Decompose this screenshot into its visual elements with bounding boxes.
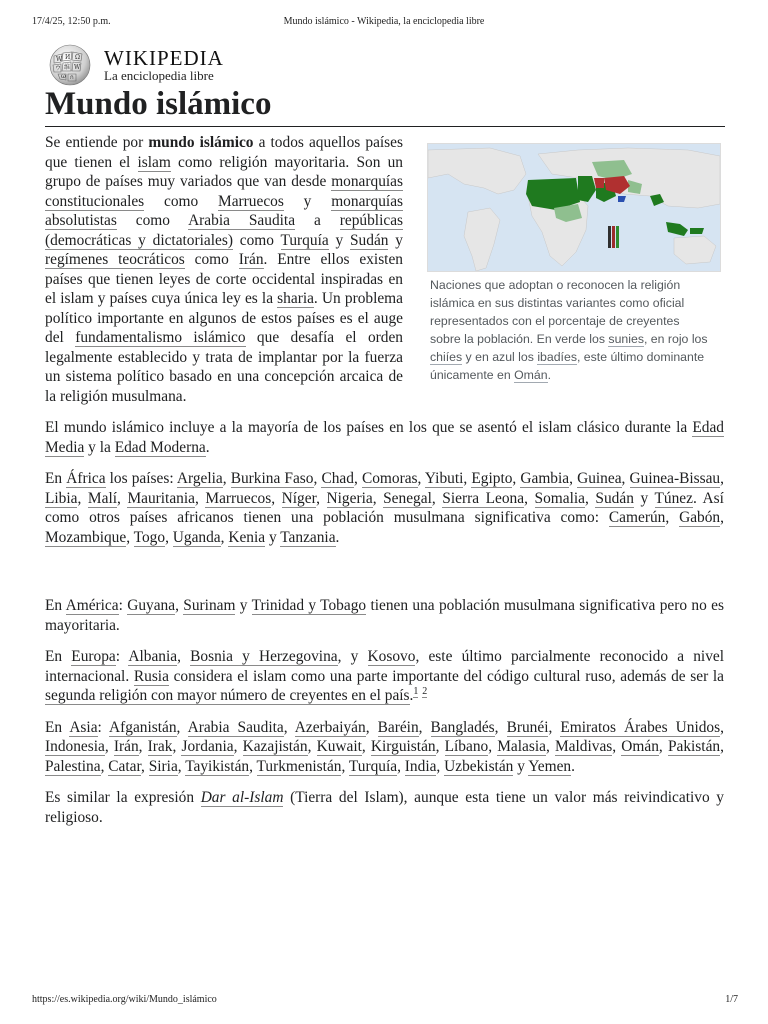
print-page-number: 1/7 — [725, 994, 738, 1005]
svg-text:И: И — [65, 54, 71, 61]
text-run: . — [335, 528, 340, 546]
text-run: , — [365, 718, 378, 736]
text-run: , — [720, 738, 724, 755]
text-run: , — [463, 470, 472, 487]
text-run: , este último dominante únicamente en — [430, 350, 705, 382]
wiki-link[interactable]: Edad Media — [45, 419, 724, 456]
print-doc-title: Mundo islámico - Wikipedia, la enciclopedia libre — [283, 16, 485, 27]
wiki-link[interactable]: Indonesia — [45, 738, 105, 755]
text-run: En — [45, 470, 67, 487]
text-run: , — [361, 738, 371, 755]
text-run: como — [144, 192, 219, 210]
wiki-link[interactable]: África — [66, 470, 106, 487]
wiki-link[interactable]: Chad — [321, 470, 354, 487]
text-run: y en azul los — [462, 350, 538, 364]
wiki-link[interactable]: Europa — [71, 648, 116, 665]
text-run: a todos aquellos países que tienen el — [45, 134, 403, 171]
wiki-link[interactable]: Líbano — [444, 738, 489, 755]
text-run: , — [584, 489, 596, 507]
wiki-link[interactable]: Níger — [281, 489, 317, 507]
wiki-link[interactable]: Turquía — [280, 231, 329, 249]
text-run: En — [45, 718, 70, 736]
wiki-link[interactable]: Mauritania — [127, 489, 195, 507]
text-run: , — [307, 738, 317, 755]
text-run: , — [313, 470, 322, 487]
text-run: , — [117, 489, 128, 507]
wiki-link[interactable]: monarquías absolutistas — [45, 192, 404, 229]
text-run: . — [205, 438, 210, 456]
wiki-link[interactable]: Palestina — [45, 757, 101, 775]
svg-text:ウ: ウ — [55, 65, 62, 72]
wiki-link[interactable]: chiíes — [430, 350, 463, 364]
wiki-link[interactable]: Bangladés — [430, 718, 495, 736]
svg-text:Ԝ: Ԝ — [74, 64, 81, 71]
text-run: , — [436, 757, 445, 775]
svg-text:维: 维 — [64, 64, 71, 71]
wiki-link[interactable]: Malasia — [497, 738, 546, 755]
text-run: , — [372, 489, 384, 507]
wiki-link[interactable]: Sudán — [350, 231, 389, 249]
text-run: , — [126, 528, 134, 546]
wiki-link[interactable]: Senegal — [383, 489, 432, 507]
text-run: , — [233, 738, 243, 755]
intro-paragraph — [45, 133, 403, 406]
text-run: , — [665, 509, 680, 526]
text-run: , — [397, 757, 405, 775]
text-run: , — [612, 738, 622, 755]
text-run: El mundo islámico incluye a la mayoría de los países en los que se asentó el islam clásico durante la — [45, 419, 693, 436]
wiki-link[interactable]: Albania — [128, 648, 178, 665]
svg-text:ก: ก — [70, 74, 74, 81]
text-run: , — [418, 718, 431, 736]
wiki-link[interactable]: Tayikistán — [185, 757, 250, 775]
text-run: tienen una población musulmana significativa pero no es mayoritaria. — [45, 597, 724, 634]
wiki-link[interactable]: Asia — [69, 718, 98, 736]
paragraph — [45, 418, 724, 457]
text-run: , — [316, 489, 327, 507]
wiki-link[interactable]: Marruecos — [218, 192, 284, 210]
wiki-link[interactable]: Sudán — [595, 489, 634, 507]
text-run: y — [633, 489, 655, 507]
wiki-link[interactable]: Jordania — [181, 738, 234, 755]
wiki-link[interactable]: Kirguistán — [370, 738, 436, 755]
page-title: Mundo islámico — [45, 84, 725, 127]
wikipedia-globe-icon — [46, 44, 94, 86]
text-run: , — [658, 738, 668, 755]
text-run: , — [524, 489, 535, 507]
text-run: , — [176, 718, 188, 736]
text-run: como religión mayoritaria. Son un grupo de países muy variados que van desde — [45, 153, 403, 190]
wiki-link[interactable]: Azerbaiyán — [294, 718, 366, 736]
wiki-link[interactable]: sunies — [608, 332, 644, 346]
text-run: , — [435, 738, 445, 755]
text-run: que desafía el orden legalmente establecido y trata de implantar por la fuerza un sistema político basado en una concepción arcaica de la religión musulmana. — [45, 329, 403, 405]
wiki-link[interactable]: Maldivas — [555, 738, 613, 755]
wiki-link[interactable]: Burkina Faso — [230, 470, 314, 487]
text-run: , — [138, 738, 148, 755]
wiki-link[interactable]: Kenia — [228, 528, 266, 546]
text-run: , — [177, 648, 191, 665]
wiki-link[interactable]: Brunéi — [506, 718, 549, 736]
wiki-link[interactable]: Trinidad y Tobago — [251, 597, 367, 614]
wiki-link[interactable]: Camerún — [608, 509, 666, 526]
svg-text:W: W — [56, 56, 63, 63]
wiki-link[interactable]: Tanzania — [280, 528, 336, 546]
wiki-link[interactable]: Turkmenistán — [256, 757, 342, 775]
text-run: . Un problema político importante en algunos de estos países es el auge del — [45, 290, 403, 346]
svg-text:ω: ω — [61, 73, 66, 80]
text-run: y — [283, 192, 332, 210]
wiki-link[interactable]: Bosnia y Herzegovina — [190, 648, 338, 665]
text-run: Se entiende por — [45, 134, 149, 151]
paragraph-america — [45, 596, 724, 635]
wikipedia-tagline: La enciclopedia libre — [104, 68, 214, 83]
text-run: , y — [337, 648, 368, 665]
text-run: , — [488, 738, 498, 755]
text-run: , — [720, 470, 724, 487]
wiki-link[interactable]: Togo — [133, 528, 166, 546]
text-run: , — [512, 470, 521, 487]
text-run: y — [328, 231, 350, 249]
print-header — [0, 16, 768, 30]
text-run: . Así como otros países africanos tienen una población musulmana significativa como: — [45, 489, 724, 526]
paragraph-africa — [45, 469, 724, 547]
wiki-link[interactable]: Somalia — [534, 489, 585, 507]
text-run: como — [232, 231, 281, 249]
wiki-link[interactable]: Yemen — [528, 757, 572, 775]
wiki-link[interactable]: Guyana — [127, 597, 176, 614]
wiki-link[interactable]: Kuwait — [316, 738, 362, 755]
text-run: , — [341, 757, 349, 775]
text-run: . — [409, 687, 414, 704]
text-run: , — [353, 470, 362, 487]
text-run: Es similar la expresión — [45, 789, 201, 806]
wiki-link[interactable]: Afganistán — [109, 718, 177, 736]
wiki-link[interactable]: Yibuti — [424, 470, 464, 487]
wiki-link[interactable]: Egipto — [471, 470, 513, 487]
wiki-link[interactable]: América — [65, 597, 119, 614]
text-run: , — [569, 470, 578, 487]
wiki-link[interactable]: Sierra Leona — [442, 489, 525, 507]
text-run: , — [249, 757, 257, 775]
bold-term: mundo islámico — [148, 134, 254, 151]
article-body — [45, 133, 724, 839]
wiki-link[interactable]: Gabón — [679, 509, 721, 526]
wiki-link[interactable]: sharia — [277, 290, 314, 307]
wiki-link[interactable]: Irak — [147, 738, 173, 755]
text-run: , — [141, 757, 149, 775]
wiki-link[interactable]: Comoras — [361, 470, 418, 487]
text-run: , este último parcialmente reconocido a nivel internacional. — [45, 648, 724, 685]
text-run: y — [265, 528, 281, 546]
text-run: y la — [84, 438, 115, 456]
wiki-link[interactable]: Siria — [148, 757, 178, 775]
wiki-link[interactable]: Catar — [108, 757, 141, 775]
wiki-link[interactable]: India — [404, 757, 437, 775]
wiki-link[interactable]: fundamentalismo islámico — [75, 329, 246, 346]
text-run: En — [45, 597, 66, 614]
text-run: : — [97, 718, 110, 736]
wiki-link[interactable]: Nigeria — [326, 489, 373, 507]
wiki-link[interactable]: Kazajistán — [242, 738, 308, 755]
text-run: , — [494, 718, 507, 736]
text-run: los países: — [105, 470, 177, 487]
wiki-link[interactable]: Arabia Saudita — [188, 212, 296, 229]
wiki-link[interactable]: Edad Moderna — [114, 438, 206, 456]
wiki-link[interactable]: Irán — [238, 251, 264, 268]
wiki-link[interactable]: Guinea-Bissau — [629, 470, 721, 487]
reference-link[interactable]: 1 — [413, 685, 419, 697]
text-run: , — [172, 738, 182, 755]
text-run: , — [177, 757, 186, 775]
wiki-link[interactable]: Rusia — [133, 667, 169, 685]
wiki-link[interactable]: Pakistán — [667, 738, 721, 755]
text-run: : — [118, 597, 128, 614]
text-run: , — [104, 738, 114, 755]
text-run: y — [513, 757, 529, 775]
wiki-link[interactable]: Gambia — [520, 470, 570, 487]
text-run: y — [235, 597, 252, 614]
text-run: (Tierra del Islam), aunque esta tiene un valor más reivindicativo y religioso. — [45, 789, 724, 826]
text-run: , — [175, 597, 184, 614]
wiki-link[interactable]: ibadíes — [537, 350, 577, 364]
text-run: a — [295, 212, 340, 229]
wiki-link[interactable]: islam — [137, 153, 171, 171]
wiki-link[interactable]: Emiratos Árabes Unidos — [560, 718, 721, 736]
print-footer — [0, 994, 768, 1008]
paragraph-dar-al-islam — [45, 788, 724, 827]
svg-text:Ω: Ω — [75, 54, 80, 61]
reference-link[interactable]: 2 — [422, 685, 428, 697]
wiki-link[interactable]: Turquía — [348, 757, 398, 775]
text-run: , — [220, 528, 229, 546]
text-run: . — [547, 368, 552, 382]
text-run: Naciones que adoptan o reconocen la religión islámica en sus distintas variantes como oficial representados con el porcentaje de creyentes sobre la población. En verde los — [430, 278, 685, 346]
print-url: https://es.wikipedia.org/wiki/Mundo_islámico — [32, 994, 217, 1005]
text-run: , — [194, 489, 206, 507]
paragraph-asia — [45, 718, 724, 777]
text-run: , — [720, 718, 724, 736]
text-run: , — [548, 718, 561, 736]
wiki-link[interactable]: Libia — [45, 489, 78, 507]
wiki-link[interactable]: Omán — [621, 738, 659, 755]
wiki-link[interactable]: Dar al-Islam — [200, 789, 284, 806]
text-run: : — [115, 648, 129, 665]
wiki-link[interactable]: Omán — [514, 368, 548, 382]
text-run: , — [720, 509, 724, 526]
text-run: , — [271, 489, 282, 507]
print-datetime: 17/4/25, 12:50 p.m. — [32, 16, 111, 27]
text-run: como — [184, 251, 239, 268]
wikipedia-wordmark: WIKIPEDIA — [104, 46, 224, 70]
text-run: , — [283, 718, 295, 736]
wiki-link[interactable]: Baréin — [377, 718, 419, 736]
wiki-link[interactable]: Arabia Saudita — [187, 718, 284, 736]
wiki-link[interactable]: Argelia — [176, 470, 223, 487]
text-run: , — [545, 738, 555, 755]
text-run: , — [431, 489, 443, 507]
wiki-link[interactable]: Uganda — [172, 528, 221, 546]
text-run: . Entre ellos existen países que tienen leyes de corte occidental inspiradas en el islam y países cuya única ley es la — [45, 251, 403, 307]
wiki-link[interactable]: repúblicas (democráticas y dictatoriales) — [45, 212, 404, 249]
wiki-link[interactable]: Mozambique — [45, 528, 127, 546]
text-run: considera el islam como una parte importante del código cultural ruso, además de ser la — [168, 667, 725, 685]
text-run: como — [116, 212, 189, 229]
text-run: . — [571, 757, 575, 775]
wiki-link[interactable]: Kosovo — [367, 648, 416, 665]
text-run: , — [222, 470, 231, 487]
wiki-link[interactable]: Surinam — [183, 597, 236, 614]
wiki-link[interactable]: Uzbekistán — [444, 757, 514, 775]
wiki-link[interactable]: regímenes teocráticos — [45, 251, 185, 268]
text-run: , — [417, 470, 425, 487]
wiki-link[interactable]: monarquías constitucionales — [45, 173, 403, 210]
wiki-link[interactable]: Malí — [87, 489, 117, 507]
text-run: , en rojo los — [643, 332, 708, 346]
wiki-link[interactable]: Irán — [113, 738, 139, 755]
paragraph-europe — [45, 647, 724, 706]
text-run: , — [165, 528, 173, 546]
text-run: En — [45, 648, 72, 665]
text-run: , — [100, 757, 109, 775]
wiki-link[interactable]: Túnez — [654, 489, 693, 507]
text-run: y — [388, 231, 403, 249]
wiki-link[interactable]: Guinea — [577, 470, 622, 487]
text-run: , — [621, 470, 630, 487]
text-run: , — [77, 489, 88, 507]
wiki-link[interactable]: Marruecos — [205, 489, 272, 507]
wiki-link[interactable]: segunda religión con mayor número de creyentes en el país — [45, 687, 410, 704]
